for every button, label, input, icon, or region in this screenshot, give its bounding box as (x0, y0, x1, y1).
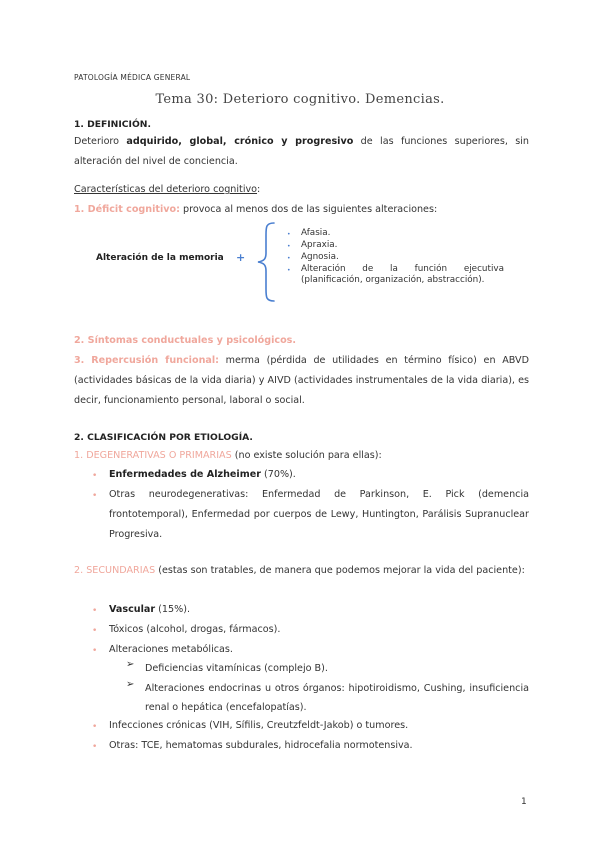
item-repercusion-funcional: 3. Repercusión funcional: merma (pérdida de utilidades en término físico) en ABVD (actividades básicas de la vida diaria) y AIVD (actividades instrumentales de la vida diaria), es decir, funcionamiento personal, laboral o social. (74, 355, 530, 406)
arrow-bullet-icon: ➢ (126, 679, 135, 690)
diagram-bullet-icon: • (287, 255, 291, 262)
bullet-icon: • (92, 742, 98, 752)
diagram-bullet-icon: • (287, 267, 291, 274)
section-heading-definicion: 1. DEFINICIÓN. (74, 119, 151, 130)
diagram-item-apraxia: Apraxia. (301, 240, 338, 250)
bullet-icon: • (92, 471, 98, 481)
diagram-plus-sign: + (236, 251, 246, 264)
definition-bold: adquirido, global, crónico y progresivo (126, 136, 354, 147)
bullet-icon: • (92, 491, 98, 501)
list-item: Otras neurodegenerativas: Enfermedad de Parkinson, E. Pick (demencia frontotemporal), Enfermedad por cuerpos de Lewy, Huntington, Parálisis Supranuclear Progresiva. (109, 489, 529, 540)
diagram-item-afasia: Afasia. (301, 228, 331, 238)
curly-brace-icon (256, 221, 278, 303)
bullet-icon: • (92, 626, 98, 636)
section-heading-clasificacion: 2. CLASIFICACIÓN POR ETIOLOGÍA. (74, 432, 253, 443)
diagram-memory-label: Alteración de la memoria (96, 253, 224, 263)
item-deficit-cognitivo: 1. Déficit cognitivo: provoca al menos dos de las siguientes alteraciones: (74, 204, 438, 215)
diagram-item-funcion-ejecutiva: Alteración de la función ejecutiva (planificación, organización, abstracción). (301, 264, 504, 285)
list-item: Alteraciones metabólicas. (109, 644, 233, 655)
bullet-icon: • (92, 646, 98, 656)
sub-list-item: Alteraciones endocrinas u otros órganos: hipotiroidismo, Cushing, insuficiencia renal o hepática (encefalopatías). (145, 683, 529, 713)
diagram-bullet-icon: • (287, 243, 291, 250)
page-title: Tema 30: Deterioro cognitivo. Demencias. (155, 92, 445, 107)
diagram-item-agnosia: Agnosia. (301, 252, 339, 262)
degenerativas-heading: 1. DEGENERATIVAS O PRIMARIAS (no existe solución para ellas): (74, 450, 382, 461)
secundarias-heading: 2. SECUNDARIAS (estas son tratables, de manera que podemos mejorar la vida del paciente): (74, 565, 525, 576)
definition-paragraph: Deterioro adquirido, global, crónico y progresivo de las funciones superiores, sin alteración del nivel de conciencia. (74, 136, 529, 167)
page-number: 1 (521, 797, 527, 807)
bullet-icon: • (92, 606, 98, 616)
arrow-bullet-icon: ➢ (126, 659, 135, 670)
list-item: Tóxicos (alcohol, drogas, fármacos). (109, 624, 281, 635)
characteristics-title: Características del deterioro cognitivo: (74, 184, 261, 195)
running-header: PATOLOGÍA MÉDICA GENERAL (74, 73, 191, 82)
item-sintomas-conductuales: 2. Síntomas conductuales y psicológicos. (74, 335, 297, 346)
bullet-icon: • (92, 722, 98, 732)
list-item: Vascular (15%). (109, 604, 191, 615)
list-item: Enfermedades de Alzheimer (70%). (109, 469, 296, 480)
list-item: Infecciones crónicas (VIH, Sífilis, Creutzfeldt-Jakob) o tumores. (109, 720, 409, 731)
sub-list-item: Deficiencias vitamínicas (complejo B). (145, 663, 328, 674)
list-item: Otras: TCE, hematomas subdurales, hidrocefalia normotensiva. (109, 740, 413, 751)
diagram-bullet-icon: • (287, 231, 291, 238)
